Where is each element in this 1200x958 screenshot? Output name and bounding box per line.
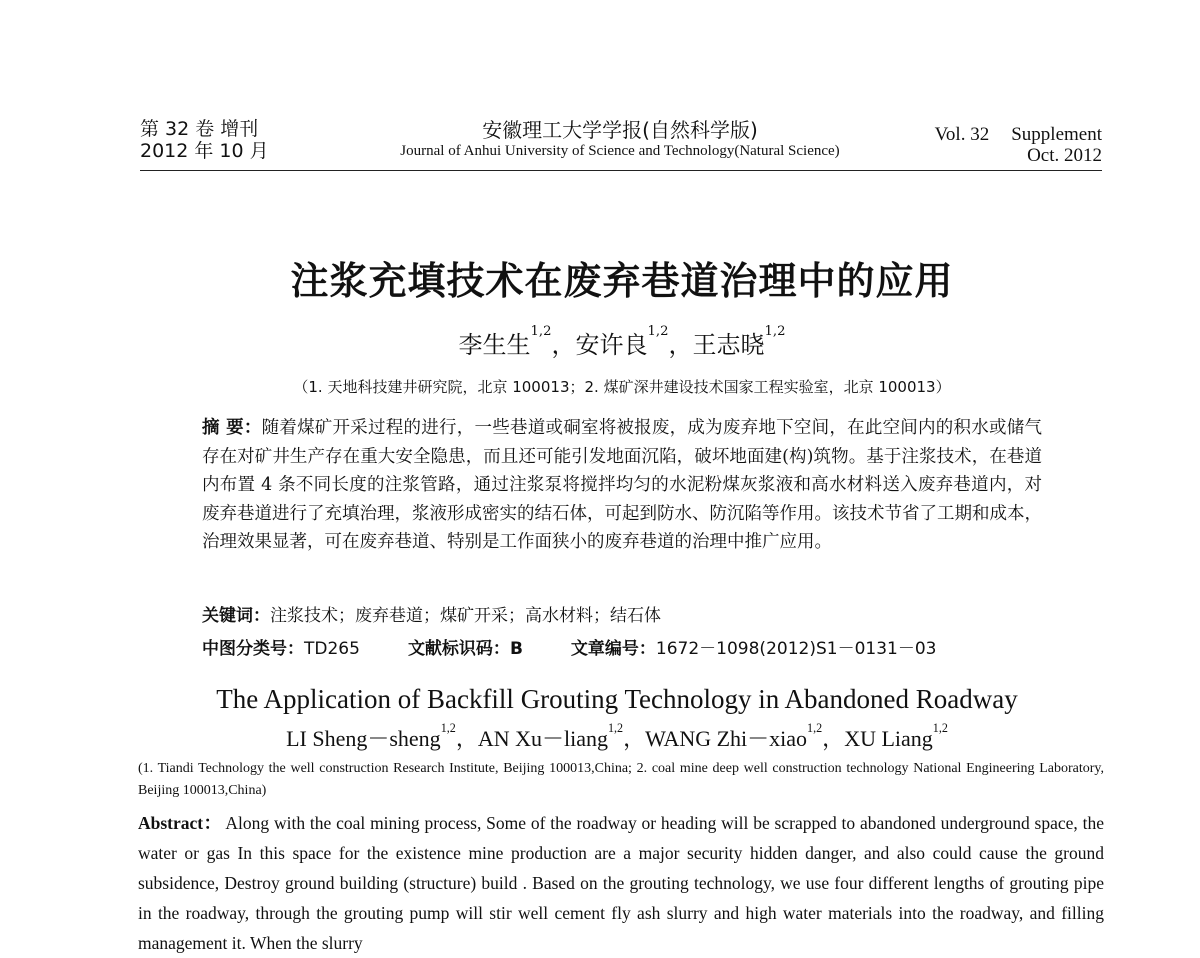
author-name: 李生生 (458, 331, 531, 359)
journal-name (340, 118, 900, 160)
keywords-label: 关键词： (202, 606, 270, 626)
author-affil-sup: 1,2 (607, 720, 624, 735)
author-name: WANG Zhi－xiao (645, 726, 808, 751)
author-affil-sup: 1,2 (647, 323, 669, 339)
article-number-label: 文章编号： (570, 639, 656, 659)
abstract-cn (202, 414, 1042, 557)
paper-title-cn: 注浆充填技术在废弃巷道治理中的应用 (290, 258, 954, 303)
journal-name-cn: 安徽理工大学学报(自然科学版) (482, 118, 758, 142)
keywords-text: 注浆技术；废弃巷道；煤矿开采；高水材料；结石体 (270, 606, 661, 626)
abstract-text-cn: 随着煤矿开采过程的进行，一些巷道或硐室将被报废，成为废弃地下空间，在此空间内的积水或储气存在对矿井生产存在重大安全隐患，而且还可能引发地面沉陷，破坏地面建(构)筑物。基于注浆技术，在巷道内布置 4 条不同长度的注浆管路，通过注浆泵将搅拌均匀的水泥粉煤灰浆液和高水材料送入废弃巷道内，对废弃巷道进行了充填治理，浆液形成密实的结石体，可起到防水、防沉陷等作用。该技术节省了工期和成本，治理效果显著，可在废弃巷道、特别是工作面狭小的废弃巷道的治理中推广应用。 (202, 418, 1043, 553)
date-en: Oct. 2012 (1027, 145, 1102, 166)
author-name: XU Liang (844, 726, 933, 751)
author-name: LI Sheng－sheng (286, 726, 441, 751)
doc-code-value: B (509, 639, 523, 659)
header-rule (140, 170, 1102, 171)
date-cn: 2012 年 10 月 (140, 140, 269, 162)
abstract-en (138, 808, 1104, 958)
doc-code-label: 文献标识码： (407, 639, 510, 659)
abstract-label-en: Abstract： (138, 813, 222, 833)
author-affil-sup: 1,2 (440, 720, 456, 735)
authors-cn: 李生生$^{1,2}$，安许良$^{1,2}$，王志晓$^{1,2}$ (458, 323, 786, 359)
classification-line (202, 634, 936, 659)
volume-cn: 第 32 卷 增刊 (140, 118, 259, 140)
affiliation-en: (1. Tiandi Technology the well construction Research Institute, Beijing 100013,China; 2. coal mine deep well construction technology National Engineering Laboratory, Beijing 100013,China) (138, 761, 1104, 798)
author-affil-sup: 1,2 (932, 720, 948, 735)
affiliation-cn: （1. 天地科技建井研究院，北京 100013；2. 煤矿深井建设技术国家工程实验室，北京 100013） (293, 378, 951, 396)
keywords (202, 601, 661, 626)
journal-name-en: Journal of Anhui University of Science and Technology(Natural Science) (400, 143, 840, 159)
abstract-label-cn: 摘 要： (202, 418, 262, 438)
paper-title-en: The Application of Backfill Grouting Technology in Abandoned Roadway (216, 684, 1018, 714)
author-affil-sup: 1,2 (530, 323, 552, 339)
volume-en-number: Vol. 32 (934, 124, 990, 145)
author-name: 王志晓 (692, 331, 765, 359)
supplement-label: Supplement (1011, 124, 1102, 145)
author-name: 安许良 (575, 331, 648, 359)
clc-label: 中图分类号： (202, 639, 304, 659)
article-number-value: 1672－1098(2012)S1－0131－03 (655, 639, 937, 659)
authors-en: LI Sheng－sheng$^{1,2}$，AN Xu－liang$^{1,2}$，WANG Zhi－xiao$^{1,2}$，XU Liang$^{1,2}$ (286, 720, 948, 751)
volume-en (935, 124, 1102, 166)
author-affil-sup: 1,2 (807, 720, 823, 735)
clc-value: TD265 (304, 639, 360, 659)
volume-issue (140, 118, 269, 162)
author-name: AN Xu－liang (477, 726, 608, 751)
author-affil-sup: 1,2 (764, 323, 786, 339)
abstract-text-en: Along with the coal mining process, Some of the roadway or heading will be scrapped to abandoned underground space, the water or gas In this space for the existence mine production are a major security hidden danger, and also could cause the ground subsidence, Destroy ground building (structure) build . Based on the grouting technology, we use four different lengths of grouting pipe in the roadway, through the grouting pump will stir well cement fly ash slurry and high water materials into the roadway, and filling management it. When the slurry (138, 813, 1104, 953)
